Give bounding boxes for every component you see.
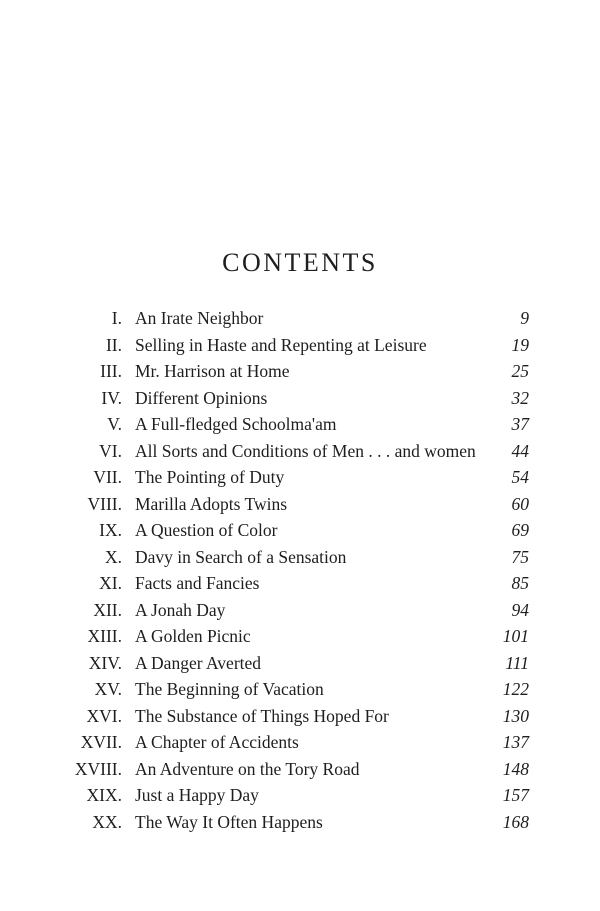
chapter-numeral: XVIII.: [74, 758, 122, 779]
toc-entry: [0, 676, 600, 703]
chapter-title: Just a Happy Day: [135, 785, 259, 805]
page-number: 25: [511, 361, 529, 381]
chapter-title: A Golden Picnic: [135, 626, 251, 646]
chapter-numeral: VIII.: [87, 493, 122, 514]
chapter-numeral: III.: [100, 361, 122, 381]
table-of-contents: [0, 305, 600, 835]
chapter-title: Marilla Adopts Twins: [135, 493, 288, 514]
chapter-title: A Full-fledged Schoolma'am: [135, 414, 337, 434]
page-number: 60: [511, 493, 529, 514]
page-number: 75: [511, 546, 529, 567]
page-number: 101: [502, 626, 529, 646]
toc-entry: [0, 756, 600, 783]
chapter-title: The Pointing of Duty: [135, 467, 285, 487]
chapter-numeral: VII.: [93, 467, 122, 487]
page-title: CONTENTS: [222, 248, 378, 277]
toc-entry: [0, 570, 600, 597]
toc-entry: [0, 703, 600, 730]
chapter-numeral: XIX.: [86, 785, 122, 805]
chapter-title: A Jonah Day: [135, 599, 226, 620]
chapter-title: All Sorts and Conditions of Men . . . and women: [135, 440, 476, 461]
chapter-numeral: XX.: [92, 811, 122, 832]
page-number: 44: [511, 440, 529, 461]
chapter-title: A Danger Averted: [135, 652, 262, 673]
chapter-title: An Adventure on the Tory Road: [135, 758, 360, 779]
chapter-numeral: IX.: [99, 520, 122, 540]
page-number: 54: [511, 467, 529, 487]
page-number: 157: [502, 785, 529, 805]
chapter-numeral: VI.: [99, 440, 122, 461]
chapter-title: Selling in Haste and Repenting at Leisure: [135, 334, 427, 355]
chapter-title: Facts and Fancies: [135, 573, 260, 593]
page-number: 94: [511, 599, 529, 620]
toc-entry: [0, 385, 600, 412]
toc-entry: [0, 597, 600, 624]
chapter-numeral: XIII.: [87, 626, 122, 646]
page-number: 69: [511, 520, 529, 540]
toc-entry: [0, 782, 600, 809]
chapter-numeral: I.: [111, 308, 122, 328]
toc-entry: [0, 650, 600, 677]
chapter-title: The Beginning of Vacation: [135, 679, 324, 699]
chapter-numeral: II.: [105, 334, 122, 355]
chapter-numeral: XVII.: [80, 732, 122, 752]
chapter-numeral: V.: [107, 414, 122, 434]
page-number: 148: [502, 758, 529, 779]
toc-entry: [0, 491, 600, 518]
page-number: 168: [502, 811, 529, 832]
chapter-title: A Question of Color: [135, 520, 278, 540]
chapter-title: An Irate Neighbor: [135, 308, 264, 328]
chapter-numeral: XI.: [99, 573, 122, 593]
chapter-numeral: X.: [104, 546, 122, 567]
page-number: 19: [511, 334, 529, 355]
page-number: 85: [511, 573, 529, 593]
chapter-numeral: IV.: [101, 387, 122, 408]
toc-entry: [0, 358, 600, 385]
toc-entry: [0, 544, 600, 571]
chapter-title: A Chapter of Accidents: [135, 732, 299, 752]
toc-entry: [0, 332, 600, 359]
chapter-title: Davy in Search of a Sensation: [135, 546, 347, 567]
page-number: 9: [520, 308, 529, 328]
page-number: 37: [511, 414, 529, 434]
chapter-numeral: XVI.: [86, 705, 122, 726]
page-number: 32: [511, 387, 529, 408]
page-number: 130: [502, 705, 529, 726]
toc-entry: [0, 809, 600, 836]
toc-entry: [0, 438, 600, 465]
chapter-title: The Way It Often Happens: [135, 811, 323, 832]
toc-entry: [0, 623, 600, 650]
chapter-title: Different Opinions: [135, 387, 268, 408]
chapter-numeral: XII.: [93, 599, 122, 620]
toc-entry: [0, 729, 600, 756]
toc-entry: [0, 517, 600, 544]
chapter-numeral: XIV.: [88, 652, 122, 673]
toc-entry: [0, 411, 600, 438]
toc-entry: [0, 464, 600, 491]
toc-entry: [0, 305, 600, 332]
chapter-title: Mr. Harrison at Home: [135, 361, 290, 381]
page-number: 137: [502, 732, 529, 752]
page-number: 111: [505, 652, 529, 673]
chapter-title: The Substance of Things Hoped For: [135, 705, 389, 726]
chapter-numeral: XV.: [94, 679, 122, 699]
page-number: 122: [502, 679, 529, 699]
